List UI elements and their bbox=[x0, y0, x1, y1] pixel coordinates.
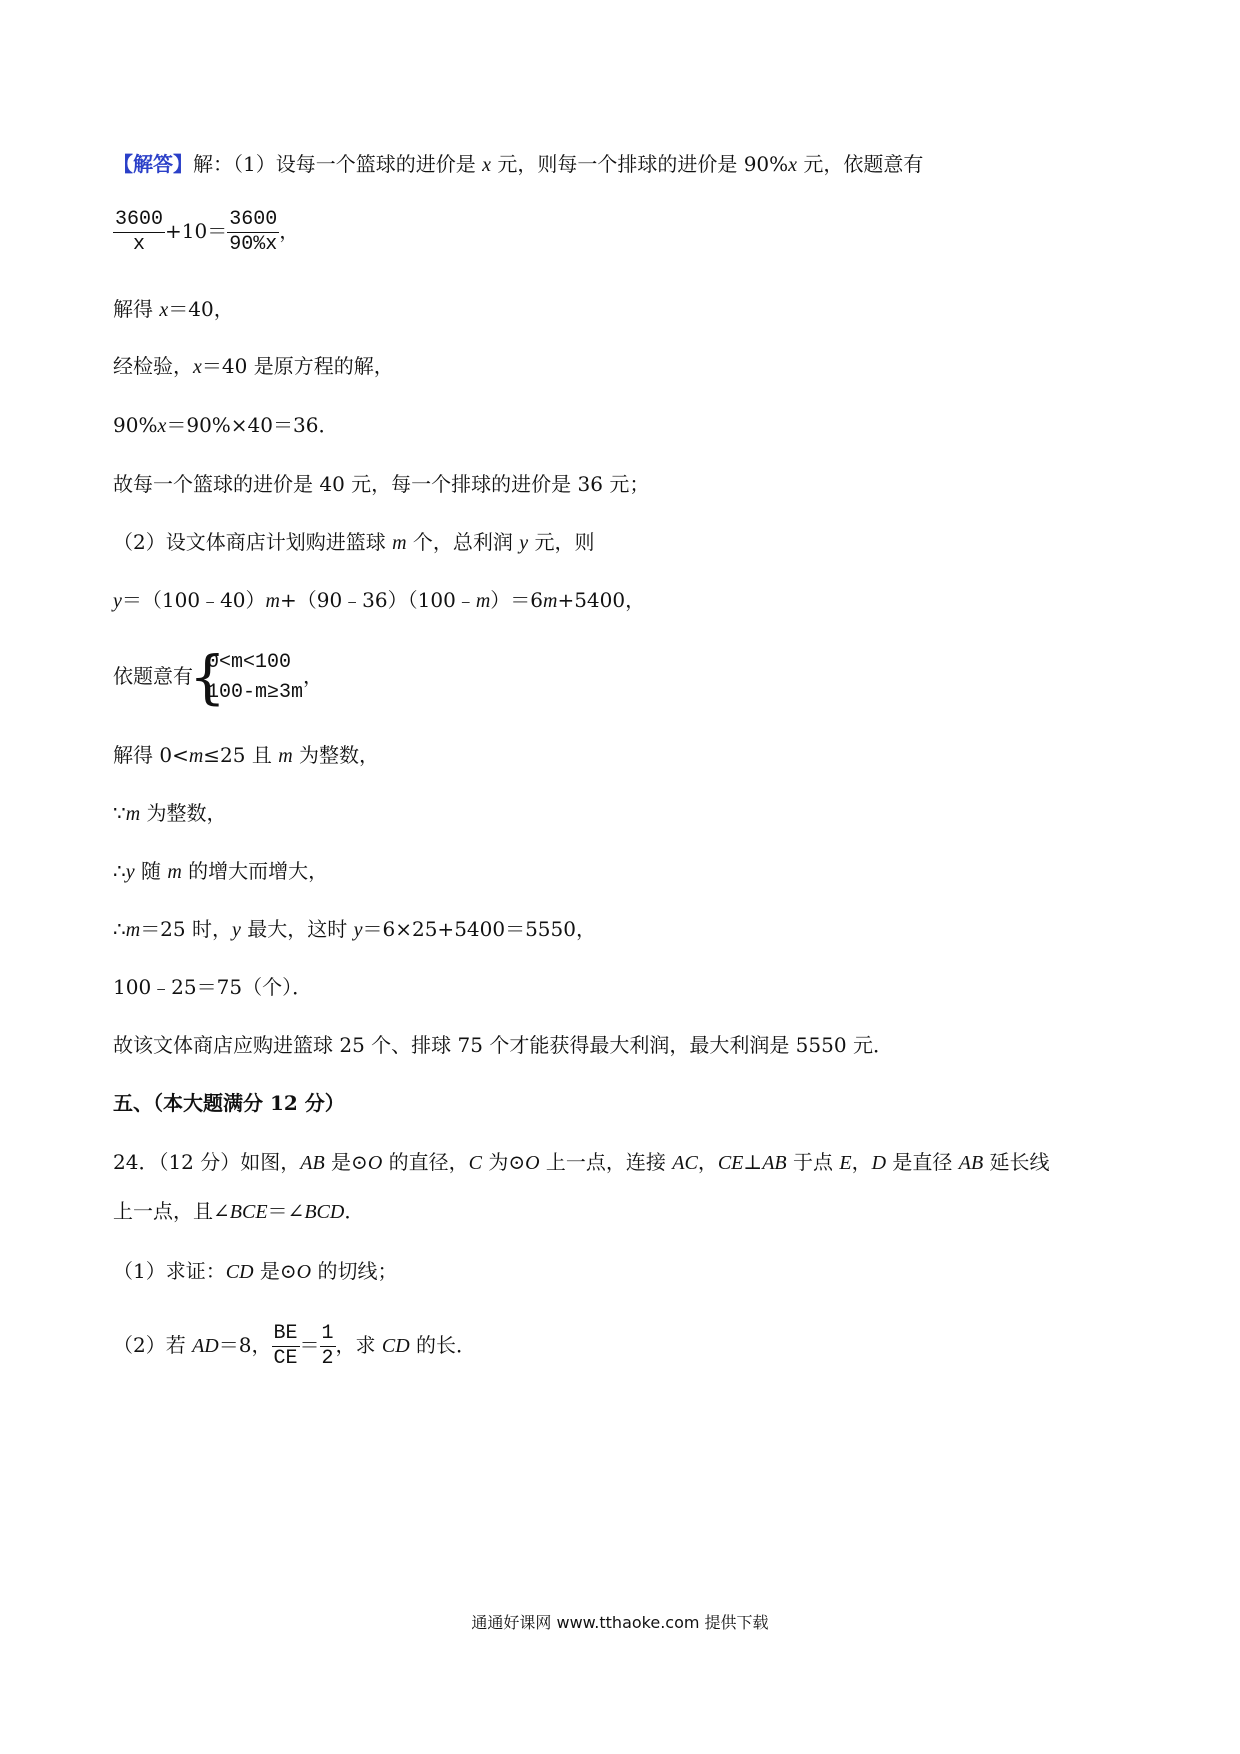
answer-equation: $\frac{3600}{x}$ +10＝ $\frac{3600}{90\%x}$ ， bbox=[115, 208, 300, 256]
answer-tag: 【解答】 bbox=[113, 152, 193, 176]
answer-line-7: （2）设文体商店计划购进篮球 m 个，总利润 y 元，则 bbox=[113, 530, 595, 554]
fraction-left: $\frac{3600}{x}$ bbox=[115, 208, 164, 256]
answer-line-9: 依题意有 { 0<m<100 100-m≥3m ， bbox=[113, 640, 323, 712]
fraction-be-ce: $\frac{BE}{CE}$ bbox=[273, 1322, 298, 1370]
answer-line-4: 经检验，x＝40 是原方程的解， bbox=[113, 354, 394, 378]
answer-line-5: 90%x＝90%×40＝36． bbox=[113, 413, 339, 437]
answer-conclusion: 故该文体商店应购进篮球 25 个、排球 75 个才能获得最大利润，最大利润是 5550 元． bbox=[113, 1033, 893, 1057]
answer-line-6: 故每一个篮球的进价是 40 元，每一个排球的进价是 36 元； bbox=[113, 472, 650, 496]
answer-line-1: 【解答】解：（1）设每一个篮球的进价是 x 元，则每一个排球的进价是 90%x 元，依题意有 bbox=[113, 152, 924, 176]
answer-line-3: 解得 x＝40， bbox=[113, 297, 234, 321]
section-heading: 五、（本大题满分 12 分） bbox=[113, 1091, 345, 1115]
fraction-right: $\frac{3600}{90\%x}$ bbox=[229, 208, 278, 256]
answer-line-10: 解得 0<m≤25 且 m 为整数， bbox=[113, 743, 380, 767]
question-24-line-2: 上一点，且∠BCE＝∠BCD． bbox=[113, 1199, 365, 1223]
question-24-line-1: 24．（12 分）如图，AB 是⊙O 的直径，C 为⊙O 上一点，连接 AC，CE⊥AB 于点 E，D 是直径 AB 延长线 bbox=[113, 1150, 1050, 1174]
brace-symbol: { bbox=[189, 642, 226, 711]
answer-line-13: ∴m＝25 时，y 最大，这时 y＝6×25+5400＝5550， bbox=[113, 917, 596, 941]
answer-line-8: y＝（100﹣40）m+（90﹣36）（100﹣m）＝6m+5400， bbox=[113, 588, 646, 612]
answer-line-11: ∵m 为整数， bbox=[113, 801, 227, 825]
inequality-system: { 0<m<100 100-m≥3m bbox=[193, 648, 303, 708]
answer-line-12: ∴y 随 m 的增大而增大， bbox=[113, 859, 329, 883]
answer-line-14: 100﹣25＝75（个）． bbox=[113, 975, 313, 999]
page-footer: 通通好课网 www.tthaoke.com 提供下载 bbox=[471, 1613, 769, 1632]
question-24-part-2: （2）若 AD＝8， $\frac{BE}{CE}$ ＝ $\frac{1}{2}$ ，求 CD 的长． bbox=[113, 1322, 477, 1370]
question-24-part-1: （1）求证：CD 是⊙O 的切线； bbox=[113, 1259, 398, 1283]
fraction-one-half: $\frac{1}{2}$ bbox=[321, 1322, 334, 1370]
